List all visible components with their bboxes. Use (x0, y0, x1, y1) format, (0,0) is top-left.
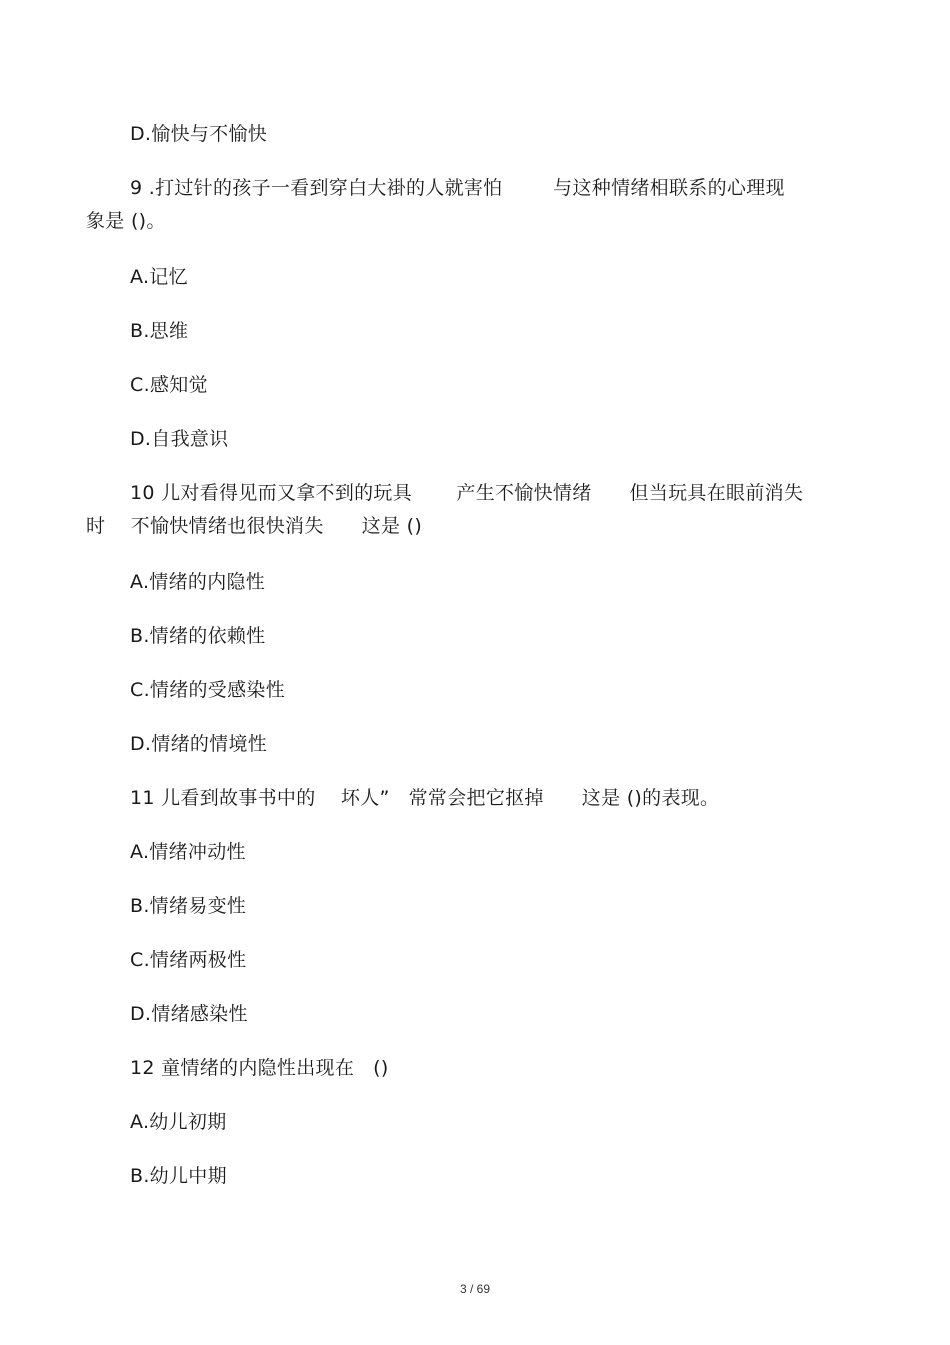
question-12: 12 童情绪的内隐性出现在 () (130, 1057, 389, 1079)
option-d-q10: D.情绪的情境性 (130, 733, 268, 755)
option-b-q12: B.幼儿中期 (130, 1165, 227, 1187)
option-b-q10: B.情绪的依赖性 (130, 625, 266, 647)
option-a-q10: A.情绪的内隐性 (130, 571, 266, 593)
option-d-q11: D.情绪感染性 (130, 1003, 248, 1025)
option-b-q9: B.思维 (130, 320, 189, 342)
option-d-q8: D.愉快与不愉快 (130, 123, 268, 145)
option-c-q9: C.感知觉 (130, 374, 208, 396)
option-a-q9: A.记忆 (130, 266, 188, 288)
option-a-q11: A.情绪冲动性 (130, 841, 246, 863)
page-indicator: 3 / 69 (459, 1282, 491, 1296)
question-11: 11 儿看到故事书中的 坏人” 常常会把它抠掉 这是 ()的表现。 (130, 787, 720, 809)
question-10-line-2: 时 不愉快情绪也很快消失 这是 () (86, 515, 423, 537)
question-9-line-2: 象是 ()。 (86, 210, 166, 232)
question-10-line-1: 10 儿对看得见而又拿不到的玩具 产生不愉快情绪 但当玩具在眼前消失 (130, 482, 804, 504)
option-c-q11: C.情绪两极性 (130, 949, 247, 971)
option-a-q12: A.幼儿初期 (130, 1111, 227, 1133)
option-b-q11: B.情绪易变性 (130, 895, 247, 917)
option-d-q9: D.自我意识 (130, 428, 229, 450)
option-c-q10: C.情绪的受感染性 (130, 679, 286, 701)
question-9-line-1: 9 .打过针的孩子一看到穿白大褂的人就害怕 与这种情绪相联系的心理现 (130, 177, 785, 199)
